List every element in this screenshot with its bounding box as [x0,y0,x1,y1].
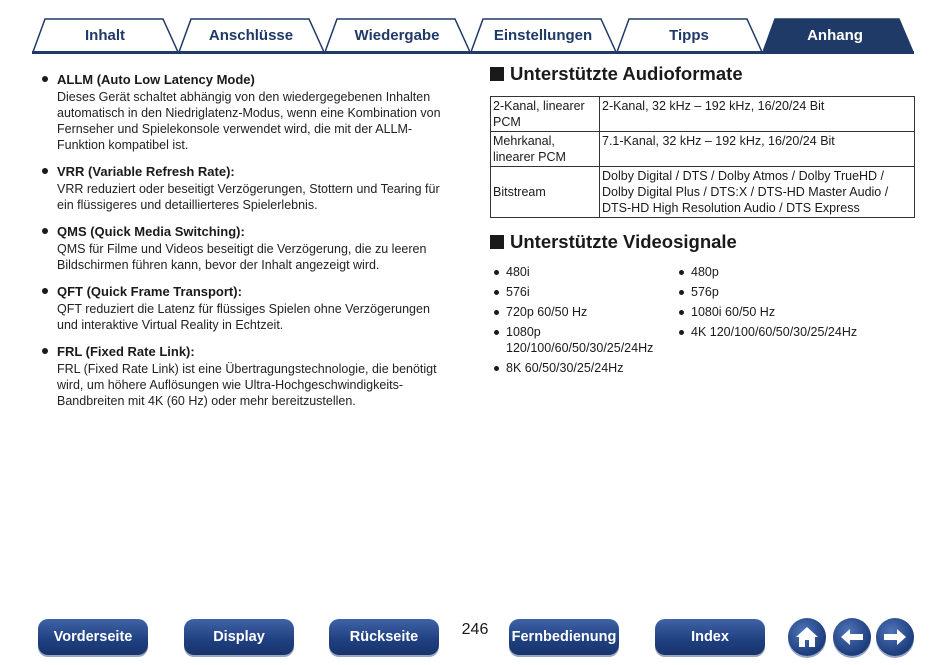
table-row [491,97,915,132]
cell-line: PCM [493,115,521,129]
bullet-icon [494,330,499,335]
tab-label: Tipps [669,26,709,44]
section-title: Unterstützte Videosignale [510,231,737,252]
feature-title: VRR (Variable Refresh Rate): [57,164,235,179]
list-item [490,284,675,300]
feature-text: Fernseher und Spielekonsole verwendet wird, die mit der ALLM- [57,122,413,136]
feature-text: Bildschirmen führen kann, bevor der Inhalt angezeigt wird. [57,258,380,272]
tab-bar [32,18,914,54]
cell-line: Bitstream [493,185,546,199]
list-item [675,284,860,300]
video-column-right [675,264,860,380]
feature-text: QFT reduziert die Latenz für flüssiges Spielen ohne Verzögerungen [57,302,430,316]
feature-title: QFT (Quick Frame Transport): [57,284,242,299]
feature-title: QMS (Quick Media Switching): [57,224,245,239]
list-item-text: 8K 60/50/30/25/24Hz [506,361,624,375]
list-item-text: 480p [691,265,719,279]
square-bullet-icon [490,235,504,249]
list-item [490,264,675,280]
page-number: 246 [461,621,489,638]
list-item [675,264,860,280]
bullet-icon [494,290,499,295]
home-icon [794,625,820,649]
feature-list [42,70,462,418]
feature-qft [42,282,462,333]
tab-label: Anschlüsse [208,26,294,44]
home-button[interactable] [788,618,826,656]
table-cell [491,167,600,218]
section-title: Unterstützte Audioformate [510,63,743,84]
bullet-icon [42,288,48,294]
cell-line: Dolby Digital Plus / DTS:X / DTS-HD Master Audio / [602,185,889,199]
table-cell [600,132,915,167]
cell-line: 2-Kanal, 32 kHz – 192 kHz, 16/20/24 Bit [602,99,825,113]
feature-text: ein flüssigeres und detaillierteres Spielerlebnis. [57,198,318,212]
tab-label: Inhalt [85,26,125,44]
tab-label: Anhang [807,26,863,44]
tab-einstellungen[interactable] [470,18,616,52]
bullet-icon [679,270,684,275]
tab-underline [32,51,914,54]
feature-vrr [42,162,462,213]
tab-inhalt[interactable] [32,18,178,52]
feature-allm [42,70,462,153]
bullet-icon [42,76,48,82]
feature-title: ALLM (Auto Low Latency Mode) [57,72,255,87]
square-bullet-icon [490,67,504,81]
tab-wiedergabe[interactable] [324,18,470,52]
feature-frl [42,342,462,409]
vorderseite-button[interactable]: Vorderseite [38,619,148,655]
arrow-left-icon [839,627,865,647]
cell-line: Dolby Digital / DTS / Dolby Atmos / Dolby TrueHD / [602,169,885,183]
table-cell [600,97,915,132]
bullet-icon [42,348,48,354]
list-item-text: 1080p [506,325,541,339]
index-button[interactable]: Index [655,619,765,655]
list-item-text: 576p [691,285,719,299]
list-item-text: 720p 60/50 Hz [506,305,588,319]
cell-line: 2-Kanal, linearer [493,99,585,113]
list-item [675,304,860,320]
bullet-icon [42,168,48,174]
list-item [490,304,675,320]
fernbedienung-button[interactable]: Fernbedienung [509,619,619,655]
feature-text: automatisch in den Niedriglatenz-Modus, wenn eine Kombination von [57,106,441,120]
cell-line: Mehrkanal, [493,134,555,148]
cell-line: 7.1-Kanal, 32 kHz – 192 kHz, 16/20/24 Bit [602,134,835,148]
list-item [675,324,860,340]
format-section [490,60,915,380]
back-button[interactable] [833,618,871,656]
table-cell [600,167,915,218]
rueckseite-button[interactable]: Rückseite [329,619,439,655]
bullet-icon [494,366,499,371]
audio-format-table [490,96,915,218]
table-cell [491,97,600,132]
list-item-text: 1080i 60/50 Hz [691,305,776,319]
tab-label: Einstellungen [493,26,593,44]
feature-qms [42,222,462,273]
forward-button[interactable] [876,618,914,656]
feature-text: Funktion kompatibel ist. [57,138,189,152]
list-item [490,324,675,356]
bullet-icon [494,310,499,315]
table-cell [491,132,600,167]
table-row [491,132,915,167]
feature-text: FRL (Fixed Rate Link) ist eine Übertragungstechnologie, die benötigt [57,362,437,376]
display-button[interactable]: Display [184,619,294,655]
video-signal-list [490,264,915,380]
feature-text: Dieses Gerät schaltet abhängig von den wiedergegebenen Inhalten [57,90,431,104]
bullet-icon [679,290,684,295]
feature-title: FRL (Fixed Rate Link): [57,344,195,359]
arrow-right-icon [882,627,908,647]
bullet-icon [42,228,48,234]
table-row [491,167,915,218]
bullet-icon [679,310,684,315]
video-heading [490,228,915,256]
tab-anhang[interactable] [762,18,908,52]
feature-text: wird, um höhere Auflösungen wie Ultra-Hochgeschwindigkeits- [57,378,404,392]
tab-label: Wiedergabe [354,26,440,44]
feature-text: und interaktive Virtual Reality in Echtzeit. [57,318,284,332]
list-item-text: 480i [506,265,530,279]
list-item-text: 576i [506,285,530,299]
feature-text: VRR reduziert oder beseitigt Verzögerungen, Stottern und Tearing für [57,182,440,196]
feature-text: Bandbreiten mit 4K (60 Hz) oder mehr bereitzustellen. [57,394,356,408]
cell-line: linearer PCM [493,150,566,164]
bullet-icon [494,270,499,275]
list-item-text: 4K 120/100/60/50/30/25/24Hz [691,325,858,339]
cell-line: DTS-HD High Resolution Audio / DTS Express [602,201,860,215]
bullet-icon [679,330,684,335]
audio-heading [490,60,915,88]
list-item [490,360,675,376]
video-column-left [490,264,675,380]
list-item-text: 120/100/60/50/30/25/24Hz [506,341,654,355]
tab-tipps[interactable] [616,18,762,52]
tab-anschluesse[interactable] [178,18,324,52]
feature-text: QMS für Filme und Videos beseitigt die Verzögerung, die zu leeren [57,242,427,256]
